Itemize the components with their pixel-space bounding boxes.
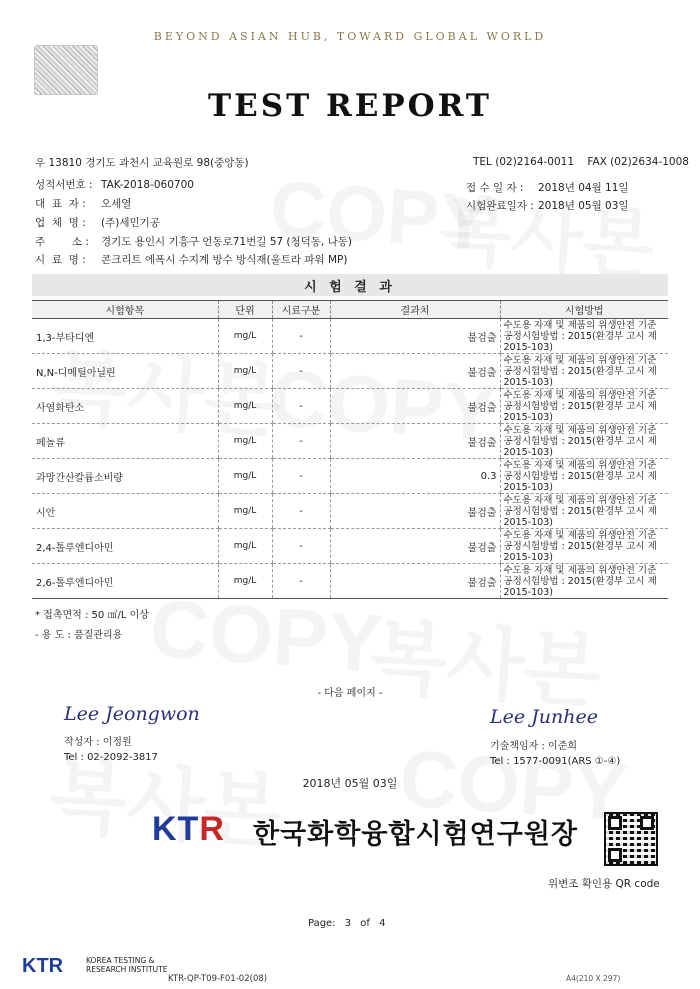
ktr-logo xyxy=(152,810,225,849)
institution-name: 한국화학융합시험연구원장 xyxy=(253,819,578,850)
table-row xyxy=(32,564,668,599)
table-row xyxy=(32,529,668,564)
issue-date: 2018년 05월 03일 xyxy=(302,777,398,790)
result-value: 불검출 xyxy=(330,529,500,564)
watermark-dup-3 xyxy=(366,592,605,723)
institute-address: 우 13810 경기도 과천시 교육원로 98(중앙동) xyxy=(35,157,249,169)
report-title: TEST REPORT xyxy=(208,88,492,124)
result-value: 불검출 xyxy=(330,389,500,424)
qr-finder-top-left xyxy=(608,816,622,830)
unit: mg/L xyxy=(218,424,272,459)
sample-class: - xyxy=(272,389,330,424)
author-signature: Lee Jeongwon xyxy=(64,703,200,725)
client-info xyxy=(35,176,352,252)
test-item: 과망간산칼륨소비량 xyxy=(32,459,218,494)
company-name: (주)세민기공 xyxy=(101,217,160,229)
test-item: 시안 xyxy=(32,494,218,529)
test-method: 수도용 자재 및 제품의 위생안전 기준 공정시험방법 : 2015(환경부 고시 제2015-103) xyxy=(500,424,668,459)
receipt-row xyxy=(466,180,629,195)
cert-no-row xyxy=(35,176,352,195)
institute-fax: FAX (02)2634-1008 xyxy=(587,156,689,168)
test-method: 수도용 자재 및 제품의 위생안전 기준 공정시험방법 : 2015(환경부 고시 제2015-103) xyxy=(500,529,668,564)
results-title: 시 험 결 과 xyxy=(304,280,396,295)
ktr-logo-r: R xyxy=(199,810,225,848)
sample-label: 시 료 명 : xyxy=(35,254,86,266)
author-tel: Tel : 02-2092-3817 xyxy=(64,752,158,763)
result-value: 불검출 xyxy=(330,319,500,354)
sample-class: - xyxy=(272,424,330,459)
qr-finder-top-right xyxy=(640,816,654,830)
table-row xyxy=(32,354,668,389)
receipt-date: 2018년 04월 11일 xyxy=(538,182,629,194)
form-code: KTR-QP-T09-F01-02(08) xyxy=(168,974,268,984)
table-row xyxy=(32,389,668,424)
contact-area-note: * 접촉면적 : 50 ㎠/L 이상 xyxy=(35,610,149,621)
test-item: 사염화탄소 xyxy=(32,389,218,424)
institute-tel: TEL (02)2164-0011 xyxy=(473,156,575,168)
test-method: 수도용 자재 및 제품의 위생안전 기준 공정시험방법 : 2015(환경부 고시 제2015-103) xyxy=(500,389,668,424)
unit: mg/L xyxy=(218,354,272,389)
unit: mg/L xyxy=(218,494,272,529)
col-header-result: 결과치 xyxy=(330,301,500,319)
sample-class: - xyxy=(272,319,330,354)
test-item: N,N-디메틸아닐린 xyxy=(32,354,218,389)
footer-institute-line1: KOREA TESTING & xyxy=(86,956,155,965)
purpose-note: - 용 도 : 품질관리용 xyxy=(35,630,123,641)
rep-row xyxy=(35,195,352,214)
result-value: 불검출 xyxy=(330,354,500,389)
receipt-label: 접 수 일 자 : xyxy=(466,182,524,194)
result-value: 0.3 xyxy=(330,459,500,494)
qr-finder-bottom-left xyxy=(608,848,622,862)
company-address: 경기도 용인시 기흥구 언동로71번길 57 (청덕동, 나동) xyxy=(101,236,352,248)
result-value: 불검출 xyxy=(330,424,500,459)
address-label: 주 소 : xyxy=(35,236,89,248)
sample-class: - xyxy=(272,564,330,599)
col-header-method: 시험방법 xyxy=(500,301,668,319)
footer-ktr-logo: KTR xyxy=(22,955,64,977)
company-row xyxy=(35,214,352,233)
unit: mg/L xyxy=(218,389,272,424)
test-method: 수도용 자재 및 제품의 위생안전 기준 공정시험방법 : 2015(환경부 고시 제2015-103) xyxy=(500,494,668,529)
test-method: 수도용 자재 및 제품의 위생안전 기준 공정시험방법 : 2015(환경부 고시 제2015-103) xyxy=(500,564,668,599)
cert-no-label: 성적서번호 : xyxy=(35,179,93,191)
results-table xyxy=(32,300,668,599)
col-header-class: 시료구분 xyxy=(272,301,330,319)
company-label: 업 체 명 : xyxy=(35,217,86,229)
footer-institute-line2: RESEARCH INSTITUTE xyxy=(86,965,168,974)
address-row xyxy=(35,233,352,252)
rep-label: 대 표 자 : xyxy=(35,198,86,210)
sample-class: - xyxy=(272,354,330,389)
footer-institute xyxy=(86,956,167,974)
unit: mg/L xyxy=(218,459,272,494)
page-size: A4(210 X 297) xyxy=(566,974,621,983)
rep-name: 오세열 xyxy=(101,198,132,210)
col-header-unit: 단위 xyxy=(218,301,272,319)
test-method: 수도용 자재 및 제품의 위생안전 기준 공정시험방법 : 2015(환경부 고시 제2015-103) xyxy=(500,319,668,354)
sample-row xyxy=(35,252,347,267)
completion-label: 시험완료일자 : xyxy=(466,200,534,212)
tech-manager-name: 기술책임자 : 이준희 xyxy=(490,741,578,752)
author-name: 작성자 : 이정원 xyxy=(64,737,132,748)
table-row xyxy=(32,424,668,459)
tagline: BEYOND ASIAN HUB, TOWARD GLOBAL WORLD xyxy=(153,30,547,43)
test-item: 페놀류 xyxy=(32,424,218,459)
cert-no: TAK-2018-060700 xyxy=(101,179,194,191)
unit: mg/L xyxy=(218,564,272,599)
tech-manager-tel: Tel : 1577-0091(ARS ①-④) xyxy=(490,756,621,767)
table-row xyxy=(32,494,668,529)
test-method: 수도용 자재 및 제품의 위생안전 기준 공정시험방법 : 2015(환경부 고시 제2015-103) xyxy=(500,354,668,389)
test-item: 2,4-톨루엔디아민 xyxy=(32,529,218,564)
test-item: 1,3-부타디엔 xyxy=(32,319,218,354)
tech-manager-signature: Lee Junhee xyxy=(490,706,598,728)
qr-code-icon[interactable] xyxy=(604,812,658,866)
result-value: 불검출 xyxy=(330,494,500,529)
qr-caption: 위변조 확인용 QR code xyxy=(548,878,660,890)
sample-class: - xyxy=(272,459,330,494)
unit: mg/L xyxy=(218,529,272,564)
unit: mg/L xyxy=(218,319,272,354)
results-header-row xyxy=(32,301,668,319)
table-row xyxy=(32,459,668,494)
sample-class: - xyxy=(272,529,330,564)
completion-row xyxy=(466,198,629,213)
col-header-item: 시험항목 xyxy=(32,301,218,319)
sample-name: 콘크리트 에폭시 수지계 방수 방식재(울트라 파워 MP) xyxy=(101,254,348,266)
sample-class: - xyxy=(272,494,330,529)
result-value: 불검출 xyxy=(330,564,500,599)
completion-date: 2018년 05월 03일 xyxy=(538,200,629,212)
test-method: 수도용 자재 및 제품의 위생안전 기준 공정시험방법 : 2015(환경부 고시 제2015-103) xyxy=(500,459,668,494)
table-row xyxy=(32,319,668,354)
institute-contact xyxy=(473,156,689,168)
ktr-logo-kt: KT xyxy=(152,810,200,848)
next-page-note: - 다음 페이지 - xyxy=(317,688,383,699)
test-item: 2,6-톨루엔디아민 xyxy=(32,564,218,599)
page-indicator: Page: 3 of 4 xyxy=(308,918,386,929)
